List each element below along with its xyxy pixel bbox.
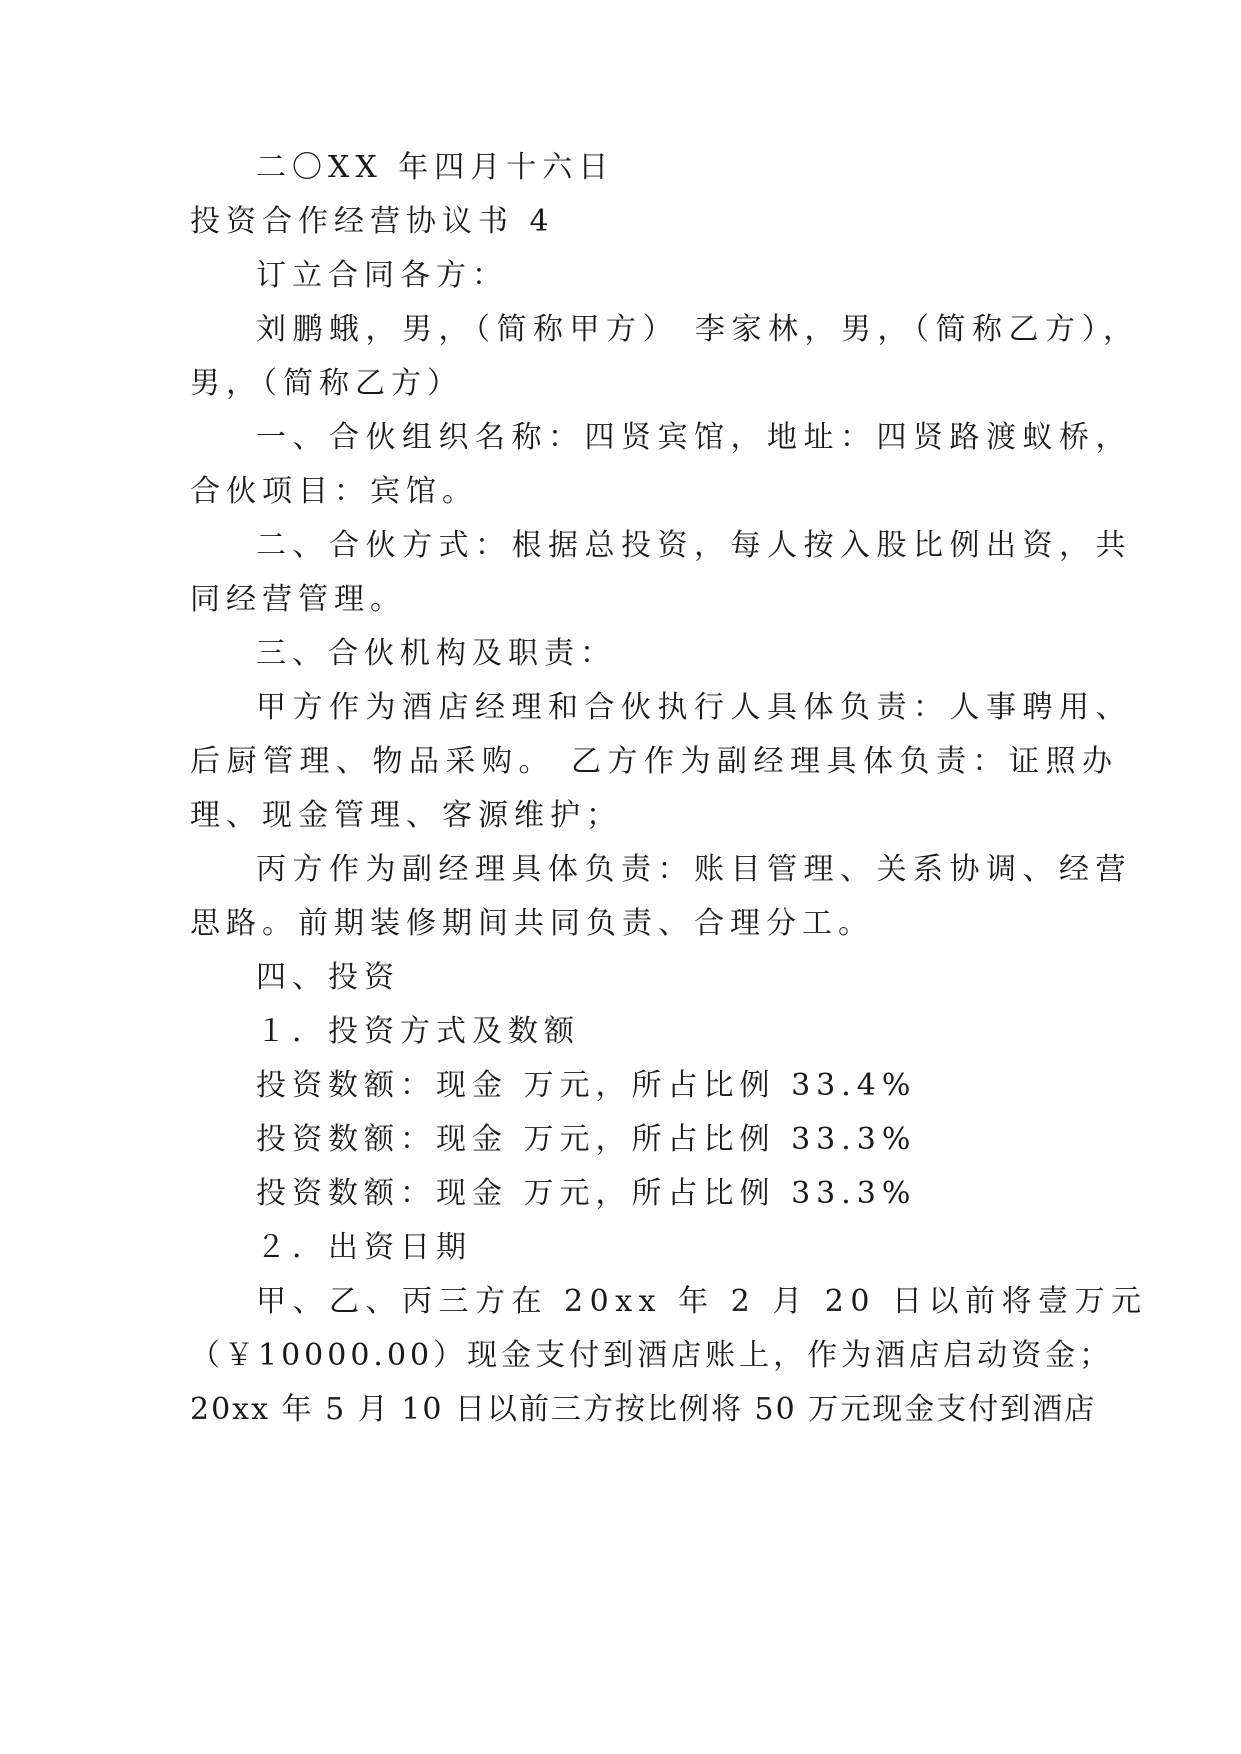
parties-line-2: 男，（简称乙方）	[190, 366, 463, 401]
party-c-duties-line-2: 思路。前期装修期间共同负责、合理分工。	[190, 906, 874, 941]
party-b-duties-line: 理、现金管理、客源维护；	[190, 798, 622, 833]
investment-line-2: 投资数额：现金 万元，所占比例 33.3%	[256, 1122, 917, 1157]
investment-line-1: 投资数额：现金 万元，所占比例 33.4%	[256, 1068, 917, 1103]
parties-line-1: 刘鹏蛾，男，（简称甲方） 李家林，男，（简称乙方），	[256, 312, 1140, 347]
date-line: 二〇XX 年四月十六日	[256, 150, 615, 185]
party-a-duties-line-2: 后厨管理、物品采购。 乙方作为副经理具体负责：证照办	[190, 744, 1119, 779]
section-3-heading: 三、合伙机构及职责：	[256, 636, 616, 671]
section-2-line-2: 同经营管理。	[190, 582, 406, 617]
section-2-line-1: 二、合伙方式：根据总投资，每人按入股比例出资，共	[256, 528, 1132, 563]
section-1-line-2: 合伙项目：宾馆。	[190, 474, 478, 509]
contribution-date-line-1: 甲、乙、丙三方在 20xx 年 2 月 20 日以前将壹万元	[256, 1284, 1148, 1319]
party-c-duties-line-1: 丙方作为副经理具体负责：账目管理、关系协调、经营	[256, 852, 1132, 887]
contribution-date-line-3: 20xx 年 5 月 10 日以前三方按比例将 50 万元现金支付到酒店	[190, 1392, 1097, 1427]
investment-line-3: 投资数额：现金 万元，所占比例 33.3%	[256, 1176, 917, 1211]
parties-heading: 订立合同各方：	[256, 258, 508, 293]
contribution-date-line-2: （￥10000.00）现金支付到酒店账上，作为酒店启动资金；	[190, 1338, 1114, 1373]
section-1-line-1: 一、合伙组织名称：四贤宾馆，地址：四贤路渡蚁桥，	[256, 420, 1132, 455]
section-4-heading: 四、投资	[256, 960, 400, 995]
subsection-2-heading: ２．出资日期	[256, 1230, 472, 1265]
party-a-duties-line-1: 甲方作为酒店经理和合伙执行人具体负责：人事聘用、	[256, 690, 1132, 725]
subsection-1-heading: １．投资方式及数额	[256, 1014, 580, 1049]
document-title: 投资合作经营协议书 4	[190, 204, 555, 239]
